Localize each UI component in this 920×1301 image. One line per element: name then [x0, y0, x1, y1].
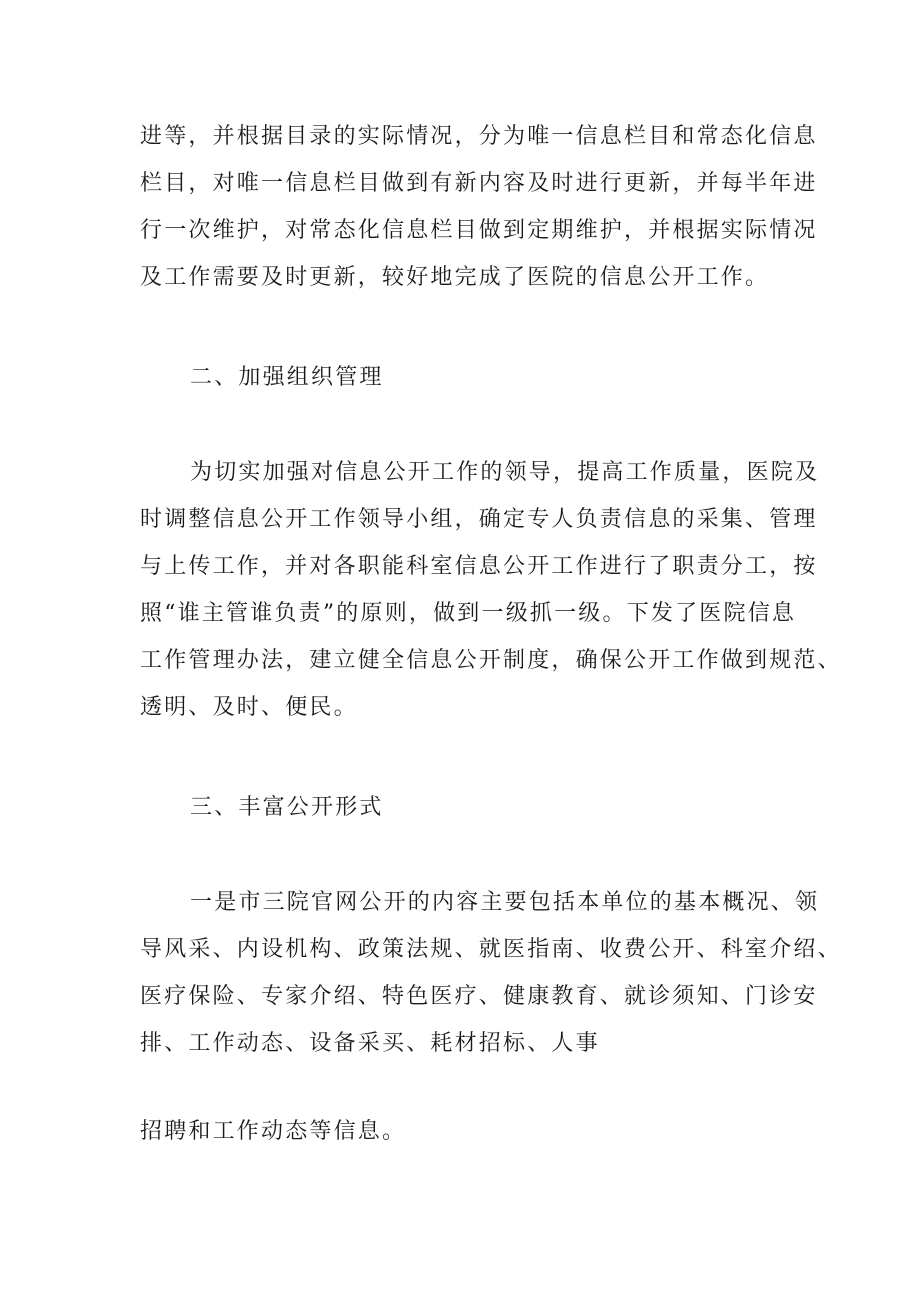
- paragraph-line: 行一次维护，对常态化信息栏目做到定期维护，并根据实际情况: [140, 218, 818, 243]
- paragraph-line: 医疗保险、专家介绍、特色医疗、健康教育、就诊须知、门诊安: [140, 984, 818, 1009]
- paragraph-line: 透明、及时、便民。: [140, 695, 358, 720]
- paragraph-line: 导风采、内设机构、政策法规、就医指南、收费公开、科室介绍、: [140, 937, 842, 962]
- paragraph-line: 为切实加强对信息公开工作的领导，提高工作质量，医院及: [190, 460, 820, 485]
- paragraph-line: 时调整信息公开工作领导小组，确定专人负责信息的采集、管理: [140, 507, 818, 532]
- paragraph-line: 招聘和工作动态等信息。: [140, 1119, 407, 1144]
- paragraph-line: 工作管理办法，建立健全信息公开制度，确保公开工作做到规范、: [140, 648, 842, 673]
- paragraph-line: 栏目，对唯一信息栏目做到有新内容及时进行更新，并每半年进: [140, 171, 818, 196]
- paragraph-line: 排、工作动态、设备采买、耗材招标、人事: [140, 1031, 600, 1056]
- paragraph-line: 及工作需要及时更新，较好地完成了医院的信息公开工作。: [140, 265, 770, 290]
- paragraph-line: 照“谁主管谁负责”的原则，做到一级抓一级。下发了医院信息: [140, 601, 797, 626]
- paragraph-line: 进等，并根据目录的实际情况，分为唯一信息栏目和常态化信息: [140, 124, 818, 149]
- section-heading-disclosure-forms: 三、丰富公开形式: [190, 795, 384, 820]
- paragraph-organization: [140, 449, 842, 731]
- paragraph-info-directory: [140, 113, 818, 301]
- paragraph-line: 与上传工作，并对各职能科室信息公开工作进行了职责分工，按: [140, 554, 818, 579]
- section-heading-organization: 二、加强组织管理: [190, 365, 384, 390]
- paragraph-line: 一是市三院官网公开的内容主要包括本单位的基本概况、领: [190, 890, 820, 915]
- paragraph-continuation: [140, 1108, 790, 1155]
- paragraph-disclosure-content: [140, 879, 842, 1067]
